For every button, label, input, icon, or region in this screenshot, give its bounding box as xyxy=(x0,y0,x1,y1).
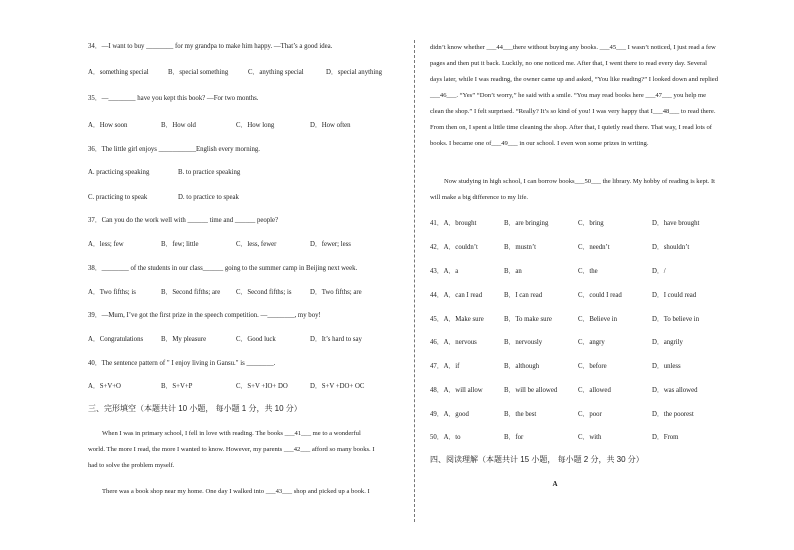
option-b: B．To make sure xyxy=(504,316,552,323)
cloze-line: Now studying in high school, I can borrow books___50___ the library. My hobby of reading is kept. It xyxy=(444,178,715,185)
option-a: 49．A．good xyxy=(430,411,469,418)
question-36-stem: 36．The little girl enjoys ___________English every morning. xyxy=(88,146,260,153)
option-a: A．Two fifths; is xyxy=(88,289,136,296)
cloze-line: world. The more I read, the more I wanted to know. However, my parents ___42___ afford so many books. I xyxy=(88,446,375,453)
option-a: 50．A．to xyxy=(430,434,461,441)
option-c: C．needn’t xyxy=(578,244,610,251)
option-a: 46．A．nervous xyxy=(430,339,477,346)
option-b: B．few; little xyxy=(161,241,199,248)
option-d: D．the poorest xyxy=(652,411,694,418)
cloze-line: ___46___. “Yes” “Don’t worry,” he said with a smile. “You may read books here ___47___ you help me xyxy=(430,92,707,99)
option-d: D．have brought xyxy=(652,220,700,227)
option-c: C. practicing to speak xyxy=(88,194,148,201)
option-c: C．allowed xyxy=(578,387,611,394)
cloze-passage-end xyxy=(430,174,766,206)
question-34-stem: 34．—I want to buy ________ for my grandpa to make him happy. —That’s a good idea. xyxy=(88,43,333,50)
option-b: B．are bringing xyxy=(504,220,549,227)
section-4-heading: 四、阅读理解（本题共计 15 小题， 每小题 2 分，共 30 分） xyxy=(430,455,644,464)
option-d: D．It’s hard to say xyxy=(310,336,362,343)
option-d: D．fewer; less xyxy=(310,241,351,248)
option-b: B．nervously xyxy=(504,339,543,346)
option-d: D. to practice to speak xyxy=(178,194,239,201)
option-a: 43．A．a xyxy=(430,268,459,275)
option-b: B．an xyxy=(504,268,522,275)
option-b: B．My pleasure xyxy=(161,336,207,343)
option-b: B．S+V+P xyxy=(161,383,193,390)
option-c: C．bring xyxy=(578,220,604,227)
option-a: 44．A．can I read xyxy=(430,292,483,299)
cloze-line: pages and then put it back. Luckily, no one noticed me. After that, I went there to read every day. Several xyxy=(430,60,707,67)
cloze-line: There was a book shop near my home. One day I walked into ___43___ shop and picked up a book. I xyxy=(102,488,370,495)
option-d: D．S+V +DO+ OC xyxy=(310,383,365,390)
question-35-stem: 35．—________ have you kept this book? —For two months. xyxy=(88,95,259,102)
option-b: B．special something xyxy=(168,69,229,76)
cloze-line: had to solve the problem myself. xyxy=(88,462,175,469)
option-b: B．mustn’t xyxy=(504,244,536,251)
option-b: B．How old xyxy=(161,122,196,129)
option-c: C．before xyxy=(578,363,607,370)
option-b: B．the best xyxy=(504,411,537,418)
option-a: 42．A．couldn’t xyxy=(430,244,478,251)
cloze-passage-start xyxy=(88,426,400,500)
option-d: D．special anything xyxy=(326,69,383,76)
option-a: 41．A．brought xyxy=(430,220,477,227)
question-40-stem: 40．The sentence pattern of " I enjoy living in Gansu." is ________. xyxy=(88,360,276,367)
option-d: D．shouldn’t xyxy=(652,244,690,251)
option-d: D．Two fifths; are xyxy=(310,289,362,296)
cloze-line: From then on, I spent a little time cleaning the shop. After that, I quietly read there. That way, I read lots of xyxy=(430,124,712,131)
option-a: A. practicing speaking xyxy=(88,169,150,176)
cloze-line: didn’t know whether ___44___there without buying any books. ___45___ I wasn’t noticed, I just read a few xyxy=(430,44,716,51)
option-a: A．something special xyxy=(88,69,149,76)
question-38-stem: 38．________ of the students in our class______ going to the summer camp in Beijing next week. xyxy=(88,265,358,272)
option-b: B．Second fifths; are xyxy=(161,289,221,296)
option-a: A．How soon xyxy=(88,122,128,129)
option-b: B．although xyxy=(504,363,540,370)
option-c: C．Believe in xyxy=(578,316,618,323)
option-d: D．To believe in xyxy=(652,316,700,323)
option-d: D．was allowed xyxy=(652,387,698,394)
section-3-heading: 三、完形填空（本题共计 10 小题， 每小题 1 分，共 10 分） xyxy=(88,404,302,413)
option-a: 45．A．Make sure xyxy=(430,316,484,323)
option-a: 47．A．if xyxy=(430,363,460,370)
option-c: C．Second fifths; is xyxy=(236,289,292,296)
column-divider xyxy=(414,40,415,522)
cloze-line: will make a big difference to my life. xyxy=(430,194,529,201)
option-c: C．with xyxy=(578,434,602,441)
option-d: D．I could read xyxy=(652,292,697,299)
passage-label: A xyxy=(552,480,558,488)
option-a: A．Congratulations xyxy=(88,336,144,343)
question-37-stem: 37．Can you do the work well with ______ time and ______ people? xyxy=(88,217,279,224)
option-d: D．How often xyxy=(310,122,351,129)
cloze-line: clean the shop.” I felt surprised. “Really? It’s so kind of you! I was very happy that I___48___ to read there. xyxy=(430,108,716,115)
option-c: C．Good luck xyxy=(236,336,276,343)
question-39-stem: 39．—Mum, I’ve got the first prize in the speech competition. —________, my boy! xyxy=(88,312,321,319)
option-c: C．could I read xyxy=(578,292,622,299)
option-c: C．poor xyxy=(578,411,602,418)
option-c: C．angry xyxy=(578,339,605,346)
option-b: B．I can read xyxy=(504,292,543,299)
option-d: D．/ xyxy=(652,268,666,275)
option-c: C．less, fewer xyxy=(236,241,277,248)
option-b: B. to practice speaking xyxy=(178,169,241,176)
cloze-line: When I was in primary school, I fell in love with reading. The books ___41___ me to a wonderful xyxy=(102,430,361,437)
option-a: A．S+V+O xyxy=(88,383,121,390)
option-b: B．for xyxy=(504,434,524,441)
option-c: C．the xyxy=(578,268,598,275)
cloze-passage-continued xyxy=(430,40,766,152)
option-d: D．From xyxy=(652,434,679,441)
option-c: C．How long xyxy=(236,122,275,129)
option-a: 48．A．will allow xyxy=(430,387,483,394)
option-a: A．less; few xyxy=(88,241,124,248)
option-b: B．will be allowed xyxy=(504,387,558,394)
option-c: C．S+V +IO+ DO xyxy=(236,383,288,390)
option-d: D．angrily xyxy=(652,339,683,346)
option-d: D．unless xyxy=(652,363,681,370)
option-c: C．anything special xyxy=(248,69,304,76)
cloze-line: books. I became one of___49___ in our school. I even won some prizes in writing. xyxy=(430,140,649,147)
cloze-line: days later, while I was reading, the owner came up and asked, “You like reading?” I looked down and replied xyxy=(430,76,718,83)
